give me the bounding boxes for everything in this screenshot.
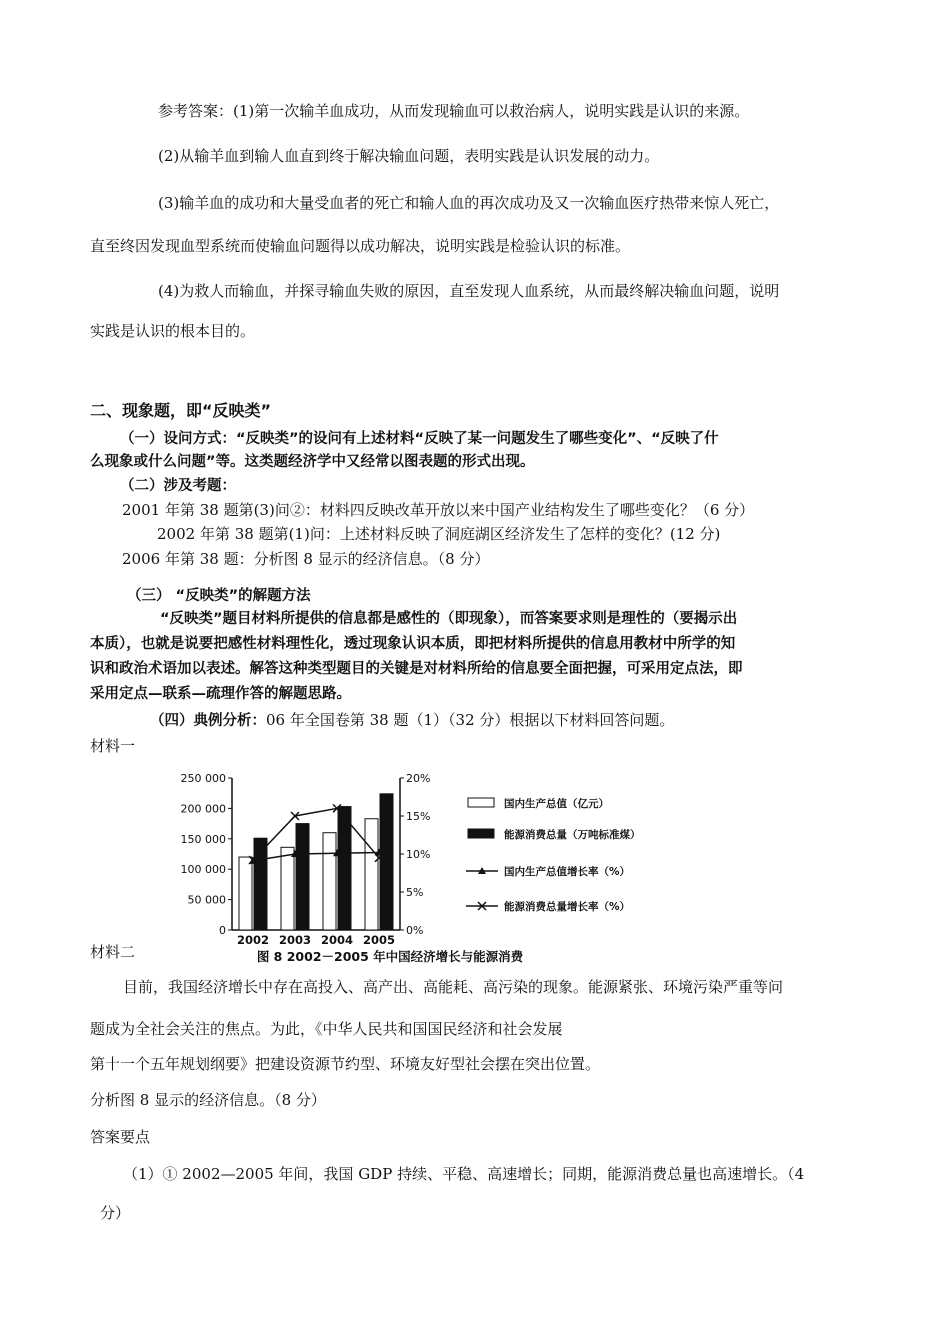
x-tick-label: 2002 <box>236 933 270 947</box>
answer-3-line1: (3)输羊血的成功和大量受血者的死亡和输人血的再次成功及又一次输血医疗热带来惊人死亡， <box>158 194 780 212</box>
legend-label: 国内生产总值增长率（%） <box>504 866 631 878</box>
figure-8-chart <box>180 770 680 970</box>
answer-4-line1: (4)为救人而输血，并探寻输血失败的原因，直至发现人血系统，从而最终解决输血问题，说明 <box>158 282 780 300</box>
para-5 <box>150 710 674 731</box>
left-tick-label: 100 000 <box>180 863 226 877</box>
x-tick-label: 2003 <box>278 933 312 947</box>
answer-3-line2: 直至终因发现血型系统而使输血问题得以成功解决，说明实践是检验认识的标准。 <box>90 237 631 255</box>
energy-bar <box>338 807 351 930</box>
answer-4-line2: 实践是认识的根本目的。 <box>90 322 256 340</box>
gdp-bar <box>323 833 336 930</box>
material-2-line2: 题成为全社会关注的焦点。为此，《中华人民共和国国民经济和社会发展 <box>90 1020 563 1038</box>
right-tick-label: 10% <box>406 848 431 861</box>
para-1-line1: （一）设问方式：“反映类”的设问有上述材料“反映了某一问题发生了哪些变化”、“反映了什 <box>120 431 719 447</box>
right-tick-label: 0% <box>406 924 424 937</box>
left-tick-label: 250 000 <box>180 772 226 785</box>
left-tick-label: 200 000 <box>180 802 226 816</box>
right-tick-label: 5% <box>406 886 424 899</box>
para-4-line3: 识和政治术语加以表述。解答这种类型题目的关键是对材料所给的信息要全面把握，可采用定点法，即 <box>90 661 743 677</box>
para-2-heading: （二）涉及考题： <box>120 478 236 494</box>
legend-label: 国内生产总值（亿元） <box>504 798 609 810</box>
para-4-line4: 采用定点—联系—疏理作答的解题思路。 <box>90 686 351 702</box>
material-2-line1: 目前，我国经济增长中存在高投入、高产出、高能耗、高污染的现象。能源紧张、环境污染严重等问 <box>123 978 784 996</box>
section-title: 二、现象题，即“反映类” <box>90 401 272 420</box>
para-1-line2: 么现象或什么问题”等。这类题经济学中又经常以图表题的形式出现。 <box>90 454 535 470</box>
exam-question-2001: 2001 年第 38 题第(3)问②：材料四反映改革开放以来中国产业结构发生了哪些变化？（6 分） <box>122 501 755 519</box>
chart-lines <box>249 804 383 864</box>
gdp-growth-line <box>253 852 379 860</box>
left-tick-label: 150 000 <box>180 832 226 846</box>
answer-key-line2: 分） <box>100 1204 131 1222</box>
energy-bar <box>296 824 309 930</box>
x-tick-label: 2004 <box>320 933 354 947</box>
gdp-bar <box>281 847 294 930</box>
material-2-line3: 第十一个五年规划纲要》把建设资源节约型、环境友好型社会摆在突出位置。 <box>90 1055 601 1073</box>
material-1-label: 材料一 <box>90 737 136 755</box>
gdp-bar <box>365 819 378 930</box>
answer-key-heading: 答案要点 <box>90 1128 151 1146</box>
exam-question-2002: 2002 年第 38 题第(1)问：上述材料反映了洞庭湖区经济发生了怎样的变化？(12 分) <box>157 525 721 543</box>
material-2-label: 材料二 <box>90 943 136 961</box>
answer-2: (2)从输羊血到输人血直到终于解决输血问题，表明实践是认识发展的动力。 <box>158 147 660 165</box>
answer-key-line1: （1）① 2002—2005 年间，我国 GDP 持续、平稳、高速增长；同期，能源消费总量也高速增长。（4 <box>123 1165 805 1183</box>
legend-energy-swatch <box>468 829 494 838</box>
para-5-label: （四）典例分析： <box>150 713 266 729</box>
para-4-line2: 本质），也就是说要把感性材料理性化，透过现象认识本质，即把材料所提供的信息用教材中所学的知 <box>90 636 736 652</box>
right-tick-label: 15% <box>406 810 431 823</box>
answer-1: 参考答案：(1)第一次输羊血成功，从而发现输血可以救治病人，说明实践是认识的来源。 <box>158 102 750 120</box>
legend-label: 能源消费总量增长率（%） <box>504 901 631 913</box>
left-tick-label: 50 000 <box>187 893 226 907</box>
analysis-question: 分析图 8 显示的经济信息。（8 分） <box>90 1091 326 1109</box>
chart-title: 图 8 2002－2005 年中国经济增长与能源消费 <box>256 949 524 964</box>
exam-question-2006: 2006 年第 38 题：分析图 8 显示的经济信息。（8 分） <box>122 550 490 568</box>
gdp-bar <box>239 857 252 930</box>
left-tick-label: 0 <box>219 924 226 937</box>
energy-bar <box>380 794 393 930</box>
para-5-text: 06 年全国卷第 38 题（1）（32 分）根据以下材料回答问题。 <box>266 711 675 729</box>
para-4-line1: “反映类”题目材料所提供的信息都是感性的（即现象），而答案要求则是理性的（要揭示出 <box>160 611 738 627</box>
chart-legend <box>466 797 641 913</box>
legend-gdp-swatch <box>468 798 494 807</box>
para-3-heading: （三） “反映类”的解题方法 <box>127 588 311 604</box>
legend-label: 能源消费总量（万吨标准煤） <box>504 829 641 841</box>
x-tick-label: 2005 <box>362 933 396 947</box>
right-tick-label: 20% <box>406 772 431 785</box>
chart-bars <box>239 794 393 930</box>
